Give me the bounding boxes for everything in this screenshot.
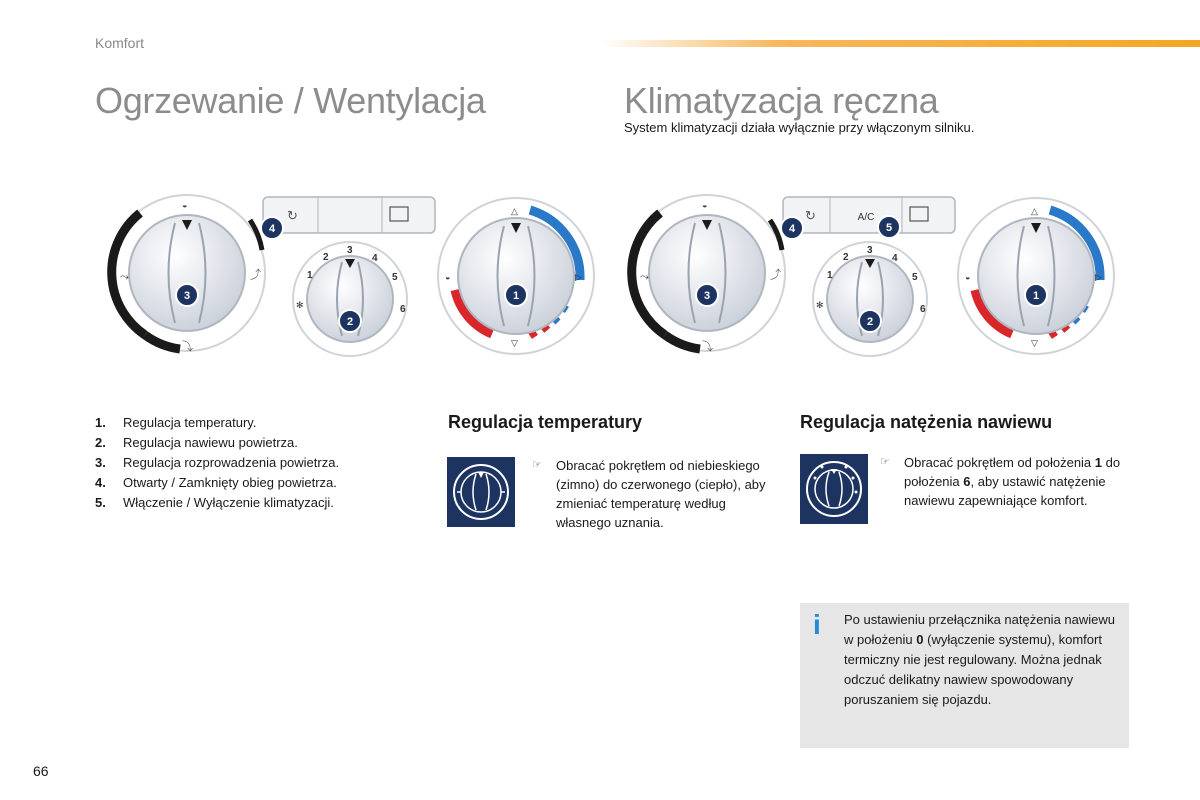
ac-controls-diagram: [620, 180, 1120, 380]
svg-text:▷: ▷: [575, 272, 582, 282]
heating-controls-diagram: [100, 180, 600, 380]
legend-item: [95, 453, 425, 473]
recirculation-icon[interactable]: ↻: [805, 208, 816, 223]
temperature-instruction-text: Obracać pokrętłem od niebieskiego (zimno) do czerwonego (ciepło), aby zmieniać temperaturę według własnego uznania.: [556, 458, 766, 530]
svg-text:4: 4: [268, 223, 276, 235]
title-heating: Ogrzewanie / Wentylacja: [95, 80, 486, 121]
callout-4: [261, 217, 283, 239]
title-air-conditioning: Klimatyzacja ręczna: [624, 80, 939, 121]
svg-text:4: 4: [372, 253, 378, 264]
svg-text:⤳: ⤳: [120, 271, 129, 283]
svg-text:▷: ▷: [1095, 272, 1102, 282]
pointing-hand-icon: ☞: [880, 456, 890, 468]
svg-text:3: 3: [347, 245, 353, 256]
recirculation-icon[interactable]: ↻: [287, 208, 298, 223]
svg-text:2: 2: [843, 252, 849, 263]
temperature-knob[interactable]: [438, 198, 594, 354]
fan-knob-icon: [800, 454, 868, 524]
legend-number: 4.: [95, 475, 106, 490]
temperature-heading: Regulacja temperatury: [448, 412, 643, 432]
svg-text:2: 2: [346, 316, 354, 328]
svg-text:✻: ✻: [816, 300, 824, 310]
legend-item: [95, 433, 425, 453]
svg-text:6: 6: [920, 304, 926, 315]
legend-item: [95, 493, 425, 513]
legend-list: [95, 413, 425, 513]
airflow-instruction: [880, 453, 1135, 510]
svg-text:△: △: [1031, 206, 1038, 216]
svg-text:▽: ▽: [1031, 338, 1038, 348]
callout-2: [339, 310, 361, 332]
subtitle: System klimatyzacji działa wyłącznie przy włączonym silniku.: [624, 120, 975, 135]
svg-text:4: 4: [892, 253, 898, 264]
svg-text:◒: ◒: [182, 200, 188, 210]
svg-text:△: △: [511, 206, 518, 216]
airflow-heading: Regulacja natężenia nawiewu: [800, 412, 1053, 432]
svg-text:5: 5: [392, 272, 398, 283]
legend-item: [95, 413, 425, 433]
svg-text:▽: ▽: [511, 338, 518, 348]
distribution-knob[interactable]: [109, 195, 265, 353]
ac-button-label[interactable]: A/C: [857, 212, 875, 223]
legend-text: Otwarty / Zamknięty obieg powietrza.: [123, 475, 337, 490]
svg-text:2: 2: [866, 316, 874, 328]
svg-text:1: 1: [827, 270, 833, 281]
svg-text:⤴: ⤴: [770, 269, 781, 281]
temperature-knob-icon: [447, 457, 515, 527]
svg-text:4: 4: [788, 223, 796, 235]
svg-text:5: 5: [912, 272, 918, 283]
legend-number: 2.: [95, 435, 106, 450]
svg-text:◒: ◒: [445, 272, 451, 282]
legend-number: 3.: [95, 455, 106, 470]
distribution-knob[interactable]: [629, 195, 785, 353]
section-tag: Komfort: [95, 35, 145, 51]
fan-speed-knob[interactable]: [813, 242, 927, 356]
svg-text:◒: ◒: [702, 200, 708, 210]
callout-1: [1025, 284, 1047, 306]
svg-text:✻: ✻: [296, 300, 304, 310]
callout-5: [878, 216, 900, 238]
svg-text:6: 6: [400, 304, 406, 315]
page-number: 66: [33, 763, 49, 779]
legend-text: Regulacja temperatury.: [123, 415, 257, 430]
svg-text:3: 3: [867, 245, 873, 256]
legend-item: [95, 473, 425, 493]
info-note: [800, 603, 1129, 748]
legend-number: 1.: [95, 415, 106, 430]
header-accent-bar: [600, 40, 1200, 47]
callout-3: [176, 284, 198, 306]
legend-text: Regulacja rozprowadzenia powietrza.: [123, 455, 340, 470]
svg-text:⤵: ⤵: [702, 341, 713, 353]
svg-text:⤳: ⤳: [640, 271, 649, 283]
recirculation-ac-panel: [783, 197, 955, 233]
legend-number: 5.: [95, 495, 106, 510]
svg-text:3: 3: [703, 290, 711, 302]
legend-text: Regulacja nawiewu powietrza.: [123, 435, 298, 450]
info-icon: i: [813, 609, 821, 640]
legend-text: Włączenie / Wyłączenie klimatyzacji.: [123, 495, 334, 510]
recirculation-panel: [263, 197, 435, 233]
temperature-instruction: [532, 456, 767, 532]
svg-text:1: 1: [1032, 290, 1040, 302]
svg-text:◒: ◒: [965, 272, 971, 282]
airflow-instruction-text: Obracać pokrętłem od położenia 1 do położenia 6, aby ustawić natężenie nawiewu zapewniające komfort.: [904, 455, 1121, 508]
svg-text:3: 3: [183, 290, 191, 302]
svg-text:1: 1: [512, 290, 520, 302]
temperature-knob[interactable]: [958, 198, 1114, 354]
pointing-hand-icon: ☞: [532, 459, 542, 471]
info-note-text: Po ustawieniu przełącznika natężenia nawiewu w położeniu 0 (wyłączenie systemu), komfort termiczny nie jest regulowany. Można jednak odczuć delikatny nawiew spowodowany poruszaniem się pojazdu.: [844, 612, 1115, 707]
svg-text:⤴: ⤴: [250, 269, 261, 281]
callout-4: [781, 217, 803, 239]
svg-text:5: 5: [885, 222, 893, 234]
fan-speed-knob[interactable]: [293, 242, 407, 356]
callout-2: [859, 310, 881, 332]
callout-3: [696, 284, 718, 306]
svg-text:2: 2: [323, 252, 329, 263]
svg-text:1: 1: [307, 270, 313, 281]
svg-text:⤵: ⤵: [182, 341, 193, 353]
callout-1: [505, 284, 527, 306]
